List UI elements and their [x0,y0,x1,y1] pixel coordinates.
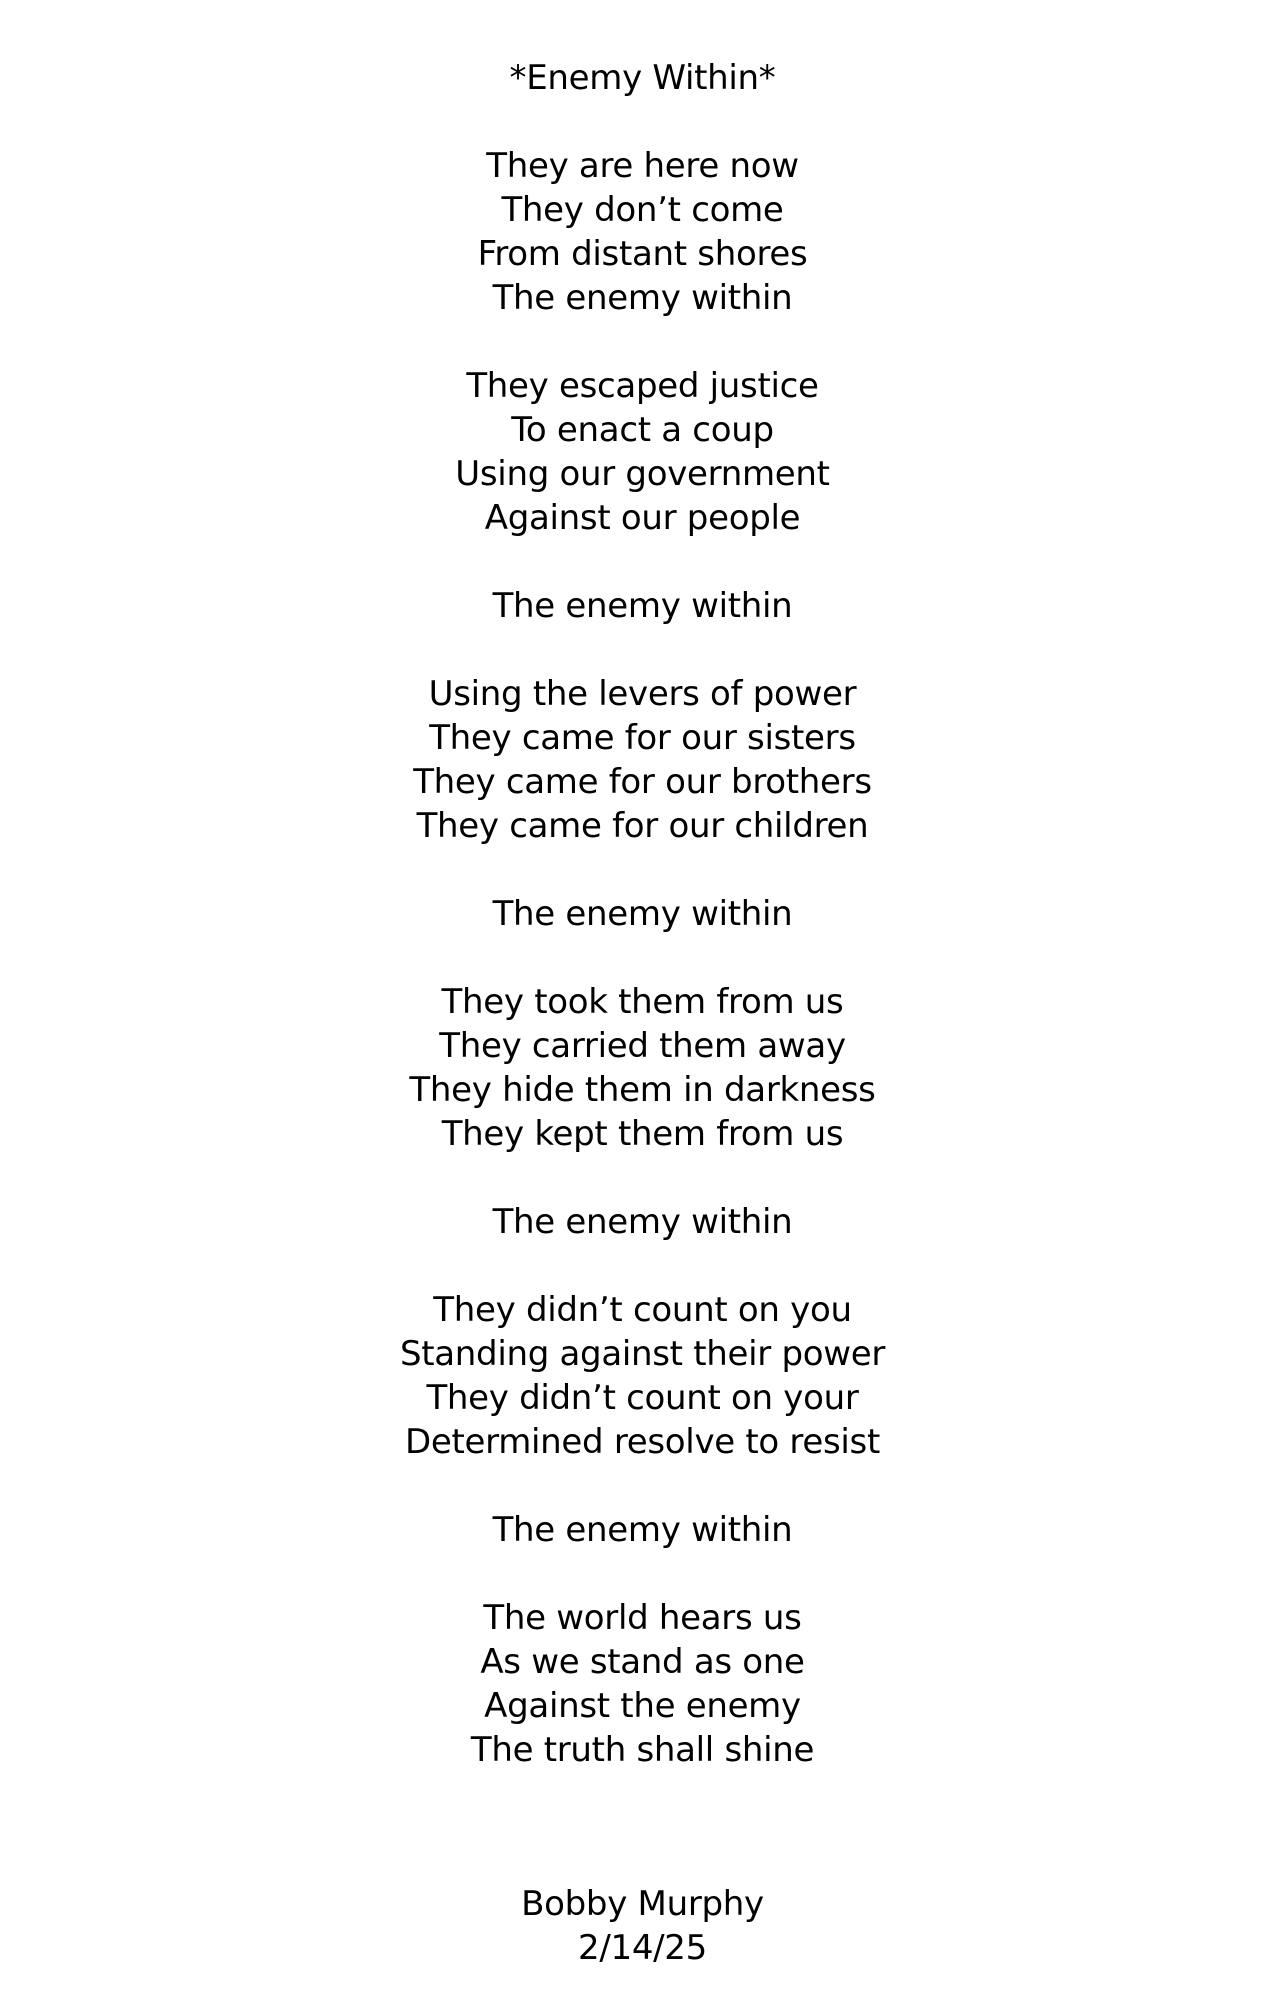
poem-line: They didn’t count on your [426,1378,859,1418]
poem-line: They kept them from us [441,1114,844,1154]
stanza-2 [0,364,1285,540]
poem-date: 2/14/25 [578,1928,707,1968]
refrain-3 [0,1200,1285,1244]
poem-line: Against the enemy [484,1686,801,1726]
poem-line: They hide them in darkness [409,1070,876,1110]
stanza-break [0,320,1285,364]
poem-document [0,56,1285,1970]
poem-line: Using the levers of power [428,674,857,714]
stanza-break [0,540,1285,584]
stanza-break [0,936,1285,980]
poem-line: They came for our sisters [429,718,856,758]
poem-line: They took them from us [441,982,844,1022]
stanza-3 [0,672,1285,848]
signature-spacer [0,1816,1285,1882]
stanza-break [0,1464,1285,1508]
poem-line: The truth shall shine [470,1730,815,1770]
stanza-break [0,628,1285,672]
poem-line: They don’t come [501,190,784,230]
poem-line: From distant shores [477,234,808,274]
stanza-break [0,1772,1285,1816]
stanza-1 [0,144,1285,320]
signature-block [0,1882,1285,1970]
poem-line: Standing against their power [399,1334,886,1374]
stanza-break [0,848,1285,892]
poem-line: Against our people [484,498,801,538]
stanza-break [0,100,1285,144]
refrain-4 [0,1508,1285,1552]
refrain-2 [0,892,1285,936]
refrain-line: The enemy within [492,1202,793,1242]
poem-line: They carried them away [439,1026,846,1066]
poem-line: They didn’t count on you [433,1290,852,1330]
poem-line: They came for our children [416,806,869,846]
refrain-line: The enemy within [492,894,793,934]
poem-line: They escaped justice [466,366,819,406]
stanza-6 [0,1596,1285,1772]
poem-line: The enemy within [492,278,793,318]
refrain-1 [0,584,1285,628]
stanza-4 [0,980,1285,1156]
stanza-5 [0,1288,1285,1464]
refrain-line: The enemy within [492,586,793,626]
poem-line: As we stand as one [480,1642,805,1682]
poem-line: They came for our brothers [413,762,872,802]
stanza-break [0,1244,1285,1288]
stanza-break [0,1552,1285,1596]
stanza-break [0,1156,1285,1200]
poem-line: Determined resolve to resist [404,1422,880,1462]
poem-line: To enact a coup [511,410,774,450]
poem-line: Using our government [455,454,830,494]
author-name: Bobby Murphy [521,1884,764,1924]
poem-line: They are here now [486,146,799,186]
refrain-line: The enemy within [492,1510,793,1550]
poem-title: *Enemy Within* [509,58,776,98]
poem-line: The world hears us [483,1598,802,1638]
